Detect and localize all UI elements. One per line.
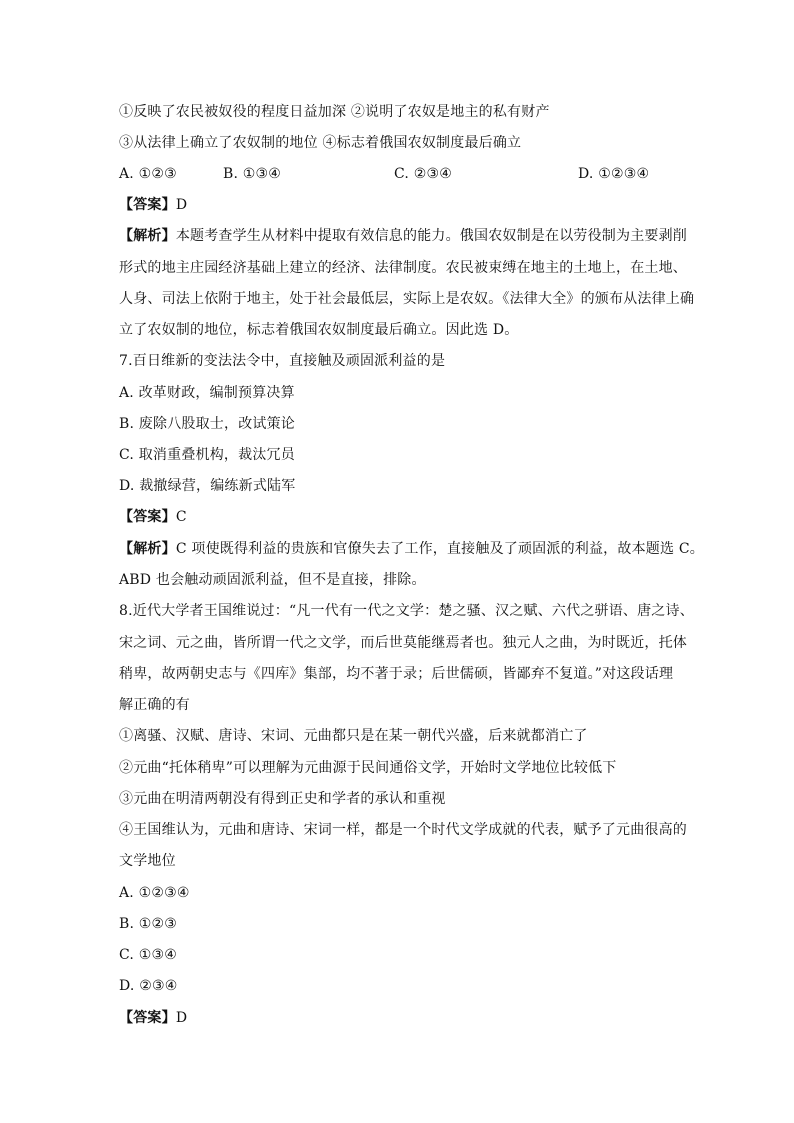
q8-item-1: ①离骚、汉赋、唐诗、宋词、元曲都只是在某一朝代兴盛，后来就都消亡了 (119, 728, 588, 744)
q7-option-d: D. 裁撤绿营，编练新式陆军 (119, 478, 296, 494)
answer-value: C (175, 509, 187, 525)
q6-choice-a: A. ①②③ (119, 166, 177, 182)
analysis-label: 【解析】 (119, 541, 176, 557)
q6-statement-line-1: ①反映了农民被奴役的程度日益加深 ②说明了农奴是地主的私有财产 (119, 104, 550, 120)
q8-answer (119, 1009, 187, 1027)
q6-choice-d: D. ①②③④ (578, 166, 650, 182)
analysis-label: 【解析】 (119, 228, 176, 244)
q6-statement-line-2: ③从法律上确立了农奴制的地位 ④标志着俄国农奴制度最后确立 (119, 135, 522, 151)
q6-choice-c: C. ②③④ (394, 166, 452, 182)
q6-analysis-line-4: 立了农奴制的地位，标志着俄国农奴制度最后确立。因此选 D。 (119, 322, 519, 338)
q8-item-4-continued: 文学地位 (119, 853, 176, 869)
q8-option-b: B. ①②③ (119, 916, 178, 932)
q8-stem-line-3: 稍卑，故两朝史志与《四库》集部，均不著于录；后世儒硕，皆鄙弃不复道。”对这段话理 (119, 666, 674, 682)
q6-answer (119, 196, 187, 214)
q7-option-c: C. 取消重叠机构，裁汰冗员 (119, 447, 295, 463)
q8-option-a: A. ①②③④ (119, 885, 190, 901)
q7-stem: 7.百日维新的变法法令中，直接触及顽固派利益的是 (119, 353, 446, 369)
q7-answer (119, 508, 187, 526)
answer-label: 【答案】 (119, 197, 176, 213)
q6-analysis-line-1 (119, 227, 687, 245)
q8-stem-line-1: 8.近代大学者王国维说过：“凡一代有一代之文学：楚之骚、汉之赋、六代之骈语、唐之诗、 (119, 603, 694, 619)
answer-value: D (175, 197, 188, 213)
q7-option-a: A. 改革财政，编制预算决算 (119, 385, 295, 401)
q8-item-2: ②元曲“托体稍卑”可以理解为元曲源于民间通俗文学，开始时文学地位比较低下 (119, 760, 617, 776)
q6-choice-b: B. ①③④ (223, 166, 282, 182)
q8-item-3: ③元曲在明清两朝没有得到正史和学者的承认和重视 (119, 791, 446, 807)
q7-analysis-line-1 (119, 540, 704, 558)
q8-option-d: D. ②③④ (119, 978, 178, 994)
analysis-text: 本题考查学生从材料中提取有效信息的能力。俄国农奴制是在以劳役制为主要剥削 (175, 228, 688, 244)
q6-choices-row (119, 165, 679, 183)
q6-analysis-line-2: 形式的地主庄园经济基础上建立的经济、法律制度。农民被束缚在地主的土地上，在土地、 (119, 260, 687, 276)
q7-option-b: B. 废除八股取士，改试策论 (119, 416, 295, 432)
q8-stem-line-4: 解正确的有 (119, 697, 190, 713)
q8-option-c: C. ①③④ (119, 947, 177, 963)
analysis-text: C 项使既得利益的贵族和官僚失去了工作，直接触及了顽固派的利益，故本题选 C。 (175, 541, 704, 557)
answer-label: 【答案】 (119, 1010, 176, 1026)
answer-value: D (175, 1010, 188, 1026)
q7-analysis-line-2: ABD 也会触动顽固派利益，但不是直接，排除。 (119, 572, 426, 588)
answer-label: 【答案】 (119, 509, 176, 525)
q8-stem-line-2: 宋之词、元之曲，皆所谓一代之文学，而后世莫能继焉者也。独元人之曲，为时既近，托体 (119, 635, 687, 651)
q8-item-4: ④王国维认为，元曲和唐诗、宋词一样，都是一个时代文学成就的代表，赋予了元曲很高的 (119, 822, 687, 838)
q6-analysis-line-3: 人身、司法上依附于地主，处于社会最低层，实际上是农奴。《法律大全》的颁布从法律上确 (119, 291, 695, 307)
